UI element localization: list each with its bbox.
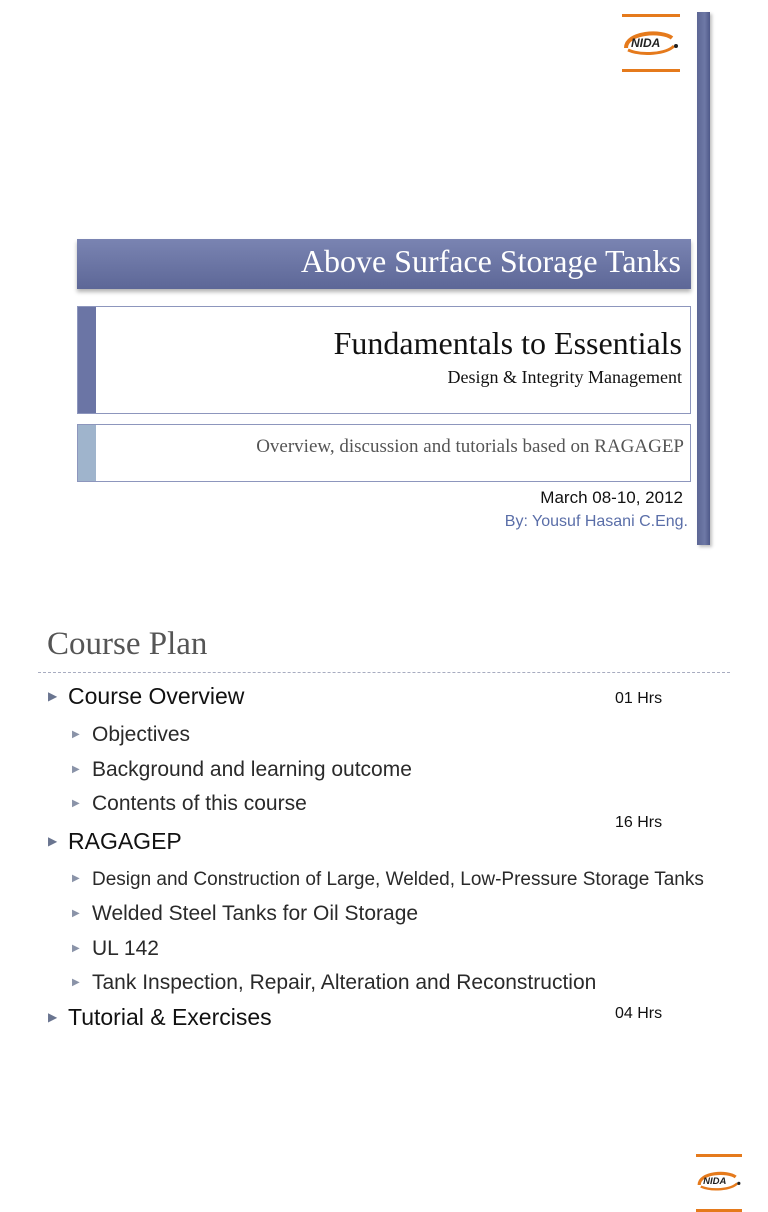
hours-label: 04 Hrs bbox=[615, 1005, 663, 1022]
vertical-accent-bar bbox=[697, 12, 710, 545]
triangle-bullet-icon: ▶ bbox=[72, 764, 80, 775]
triangle-bullet-icon: ▶ bbox=[48, 1010, 58, 1024]
list-item bbox=[48, 1004, 272, 1031]
list-item bbox=[72, 971, 596, 995]
logo-text: NIDA bbox=[703, 1176, 727, 1188]
list-item bbox=[72, 758, 412, 782]
list-item bbox=[72, 902, 418, 926]
item-label: Background and learning outcome bbox=[92, 758, 412, 781]
triangle-bullet-icon: ▶ bbox=[72, 977, 80, 988]
nida-logo bbox=[622, 14, 680, 72]
triangle-bullet-icon: ▶ bbox=[72, 908, 80, 919]
subtitle-box bbox=[77, 306, 691, 414]
title-slide bbox=[0, 0, 768, 566]
triangle-bullet-icon: ▶ bbox=[72, 943, 80, 954]
triangle-bullet-icon: ▶ bbox=[48, 689, 58, 703]
item-label: Welded Steel Tanks for Oil Storage bbox=[92, 902, 419, 925]
author-text: By: Yousuf Hasani C.Eng. bbox=[504, 513, 688, 530]
overview-text: Overview, discussion and tutorials based on RAGAGEP bbox=[256, 436, 684, 457]
slide-title: Above Surface Storage Tanks bbox=[300, 243, 681, 279]
hours-label: 16 Hrs bbox=[615, 814, 663, 831]
triangle-bullet-icon: ▶ bbox=[48, 834, 58, 848]
course-plan-slide bbox=[0, 566, 768, 1188]
triangle-bullet-icon: ▶ bbox=[72, 798, 80, 809]
nida-logo-icon bbox=[696, 1166, 742, 1196]
list-item bbox=[72, 937, 159, 961]
item-label: Contents of this course bbox=[92, 792, 307, 815]
list-item bbox=[72, 869, 704, 891]
course-plan-title: Course Plan bbox=[47, 626, 208, 662]
item-label: Tank Inspection, Repair, Alteration and Reconstruction bbox=[92, 971, 597, 994]
hours-label: 01 Hrs bbox=[615, 690, 663, 707]
logo-text: NIDA bbox=[631, 36, 661, 50]
overview-box bbox=[77, 424, 691, 482]
item-label: Tutorial & Exercises bbox=[68, 1004, 272, 1030]
item-label: Course Overview bbox=[68, 683, 245, 709]
list-item bbox=[72, 723, 190, 747]
item-label: RAGAGEP bbox=[68, 828, 182, 854]
title-divider bbox=[38, 672, 730, 673]
title-bar bbox=[77, 239, 691, 289]
nida-logo bbox=[696, 1154, 754, 1212]
item-label: UL 142 bbox=[92, 937, 159, 960]
item-label: Design and Construction of Large, Welded, Low-Pressure Storage Tanks bbox=[92, 869, 704, 890]
item-label: Objectives bbox=[92, 723, 191, 746]
list-item bbox=[48, 683, 244, 710]
nida-logo-icon bbox=[622, 26, 680, 60]
date-text: March 08-10, 2012 bbox=[540, 488, 683, 507]
sub-subtitle: Design & Integrity Management bbox=[447, 367, 682, 387]
list-item bbox=[72, 792, 307, 816]
list-item bbox=[48, 828, 182, 855]
subtitle: Fundamentals to Essentials bbox=[333, 325, 682, 361]
triangle-bullet-icon: ▶ bbox=[72, 873, 80, 884]
triangle-bullet-icon: ▶ bbox=[72, 729, 80, 740]
